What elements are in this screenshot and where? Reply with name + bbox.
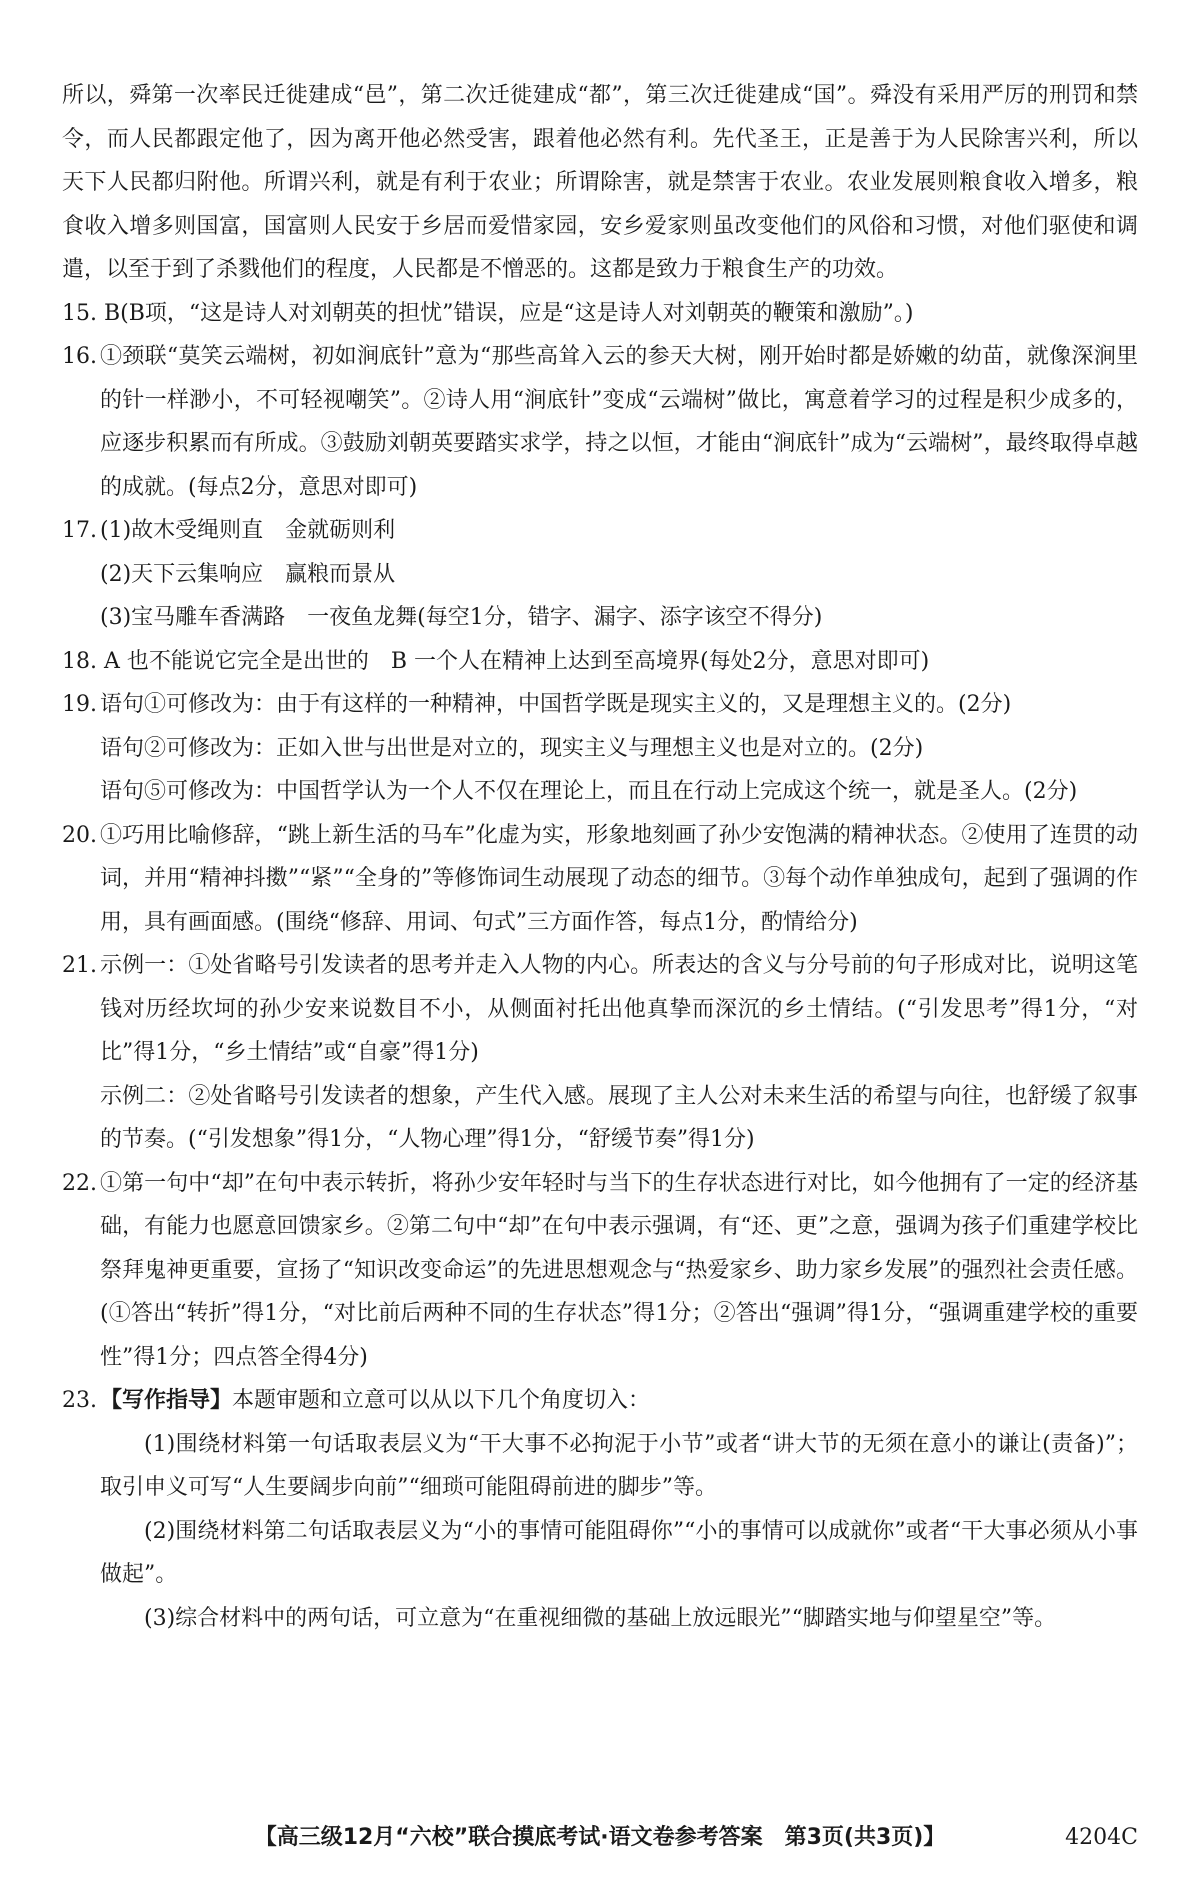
answer-23-number: 23. xyxy=(62,1388,97,1413)
answer-21-example-1: 示例一：①处省略号引发读者的思考并走入人物的内心。所表达的含义与分号前的句子形成对比，说明这笔钱对历经坎坷的孙少安来说数目不小，从侧面衬托出他真挚而深沉的乡土情结。(“引发思考”得1分，“对比”得1分，“乡土情结”或“自豪”得1分) xyxy=(100,953,1138,1065)
answer-19-sentence-5: 语句⑤可修改为：中国哲学认为一个人不仅在理论上，而且在行动上完成这个统一，就是圣人。(2分) xyxy=(100,779,1078,804)
answer-17-number: 17. xyxy=(62,518,97,543)
answer-20-text: ①巧用比喻修辞，“跳上新生活的马车”化虚为实，形象地刻画了孙少安饱满的精神状态。②使用了连贯的动词，并用“精神抖擞”“紧”“全身的”等修饰词生动展现了动态的细节。③每个动作单独成句，起到了强调的作用，具有画面感。(围绕“修辞、用词、句式”三方面作答，每点1分，酌情给分) xyxy=(100,822,1138,935)
answer-19-sentence-1: 语句①可修改为：由于有这样的一种精神，中国哲学既是现实主义的，又是理想主义的。(2分) xyxy=(100,692,1012,717)
answer-20-number: 20. xyxy=(62,822,97,848)
answer-15: 15. B(B项，“这是诗人对刘朝英的担忧”错误，应是“这是诗人对刘朝英的鞭策和激励”。) xyxy=(62,300,914,326)
answer-16-number: 16. xyxy=(62,344,97,369)
answer-22-number: 22. xyxy=(62,1170,97,1196)
footer-title: 【高三级12月“六校”联合摸底考试·语文卷参考答案 第3页(共3页)】 xyxy=(254,1825,946,1850)
answer-18: 18. A 也不能说它完全是出世的 B 一个人在精神上达到至高境界(每处2分，意思对即可) xyxy=(62,648,930,674)
answer-16-text: ①颈联“莫笑云端树，初如涧底针”意为“那些高耸入云的参天大树，刚开始时都是娇嫩的幼苗，就像深涧里的针一样渺小，不可轻视嘲笑”。②诗人用“涧底针”变成“云端树”做比，寓意着学习的过程是积少成多的，应逐步积累而有所成。③鼓励刘朝英要踏实求学，持之以恒，才能由“涧底针”成为“云端树”，最终取得卓越的成就。(每点2分，意思对即可) xyxy=(100,344,1138,500)
answer-22 xyxy=(62,1162,1138,1380)
answer-19 xyxy=(62,683,1138,727)
writing-guide-tag: 【写作指导】 xyxy=(100,1387,233,1413)
answer-23-header xyxy=(100,1379,1138,1423)
answer-17 xyxy=(62,509,1138,553)
translation-paragraph: 所以，舜第一次率民迁徙建成“邑”，第二次迁徙建成“都”，第三次迁徙建成“国”。舜没有采用严厉的刑罚和禁令，而人民都跟定他了，因为离开他必然受害，跟着他必然有利。先代圣王，正是善于为人民除害兴利，所以天下人民都归附他。所谓兴利，就是有利于农业；所谓除害，就是禁害于农业。农业发展则粮食收入增多，粮食收入增多则国富，国富则人民安于乡居而爱惜家园，安乡爱家则虽改变他们的风俗和习惯，对他们驱使和调遣，以至于到了杀戮他们的程度，人民都是不憎恶的。这都是致力于粮食生产的功效。 xyxy=(62,83,1138,282)
answer-17-item-2: (2)天下云集响应 赢粮而景从 xyxy=(100,561,396,587)
answer-content xyxy=(62,74,1138,1640)
writing-guide-intro: 本题审题和立意可以从以下几个角度切入： xyxy=(232,1388,651,1413)
writing-angle-1: (1)围绕材料第一句话取表层义为“干大事不必拘泥于小节”或者“讲大节的无须在意小的谦让(责备)”；取引申义可写“人生要阔步向前”“细琐可能阻碍前进的脚步”等。 xyxy=(100,1431,1138,1500)
answer-21 xyxy=(62,944,1138,1075)
answer-21-example-2: 示例二：②处省略号引发读者的想象，产生代入感。展现了主人公对未来生活的希望与向往，也舒缓了叙事的节奏。(“引发想象”得1分，“人物心理”得1分，“舒缓节奏”得1分) xyxy=(100,1083,1138,1152)
answer-16 xyxy=(62,335,1138,509)
answer-22-text: ①第一句中“却”在句中表示转折，将孙少安年轻时与当下的生存状态进行对比，如今他拥有了一定的经济基础，有能力也愿意回馈家乡。②第二句中“却”在句中表示强调，有“还、更”之意，强调为孩子们重建学校比祭拜鬼神更重要，宣扬了“知识改变命运”的先进思想观念与“热爱家乡、助力家乡发展”的强烈社会责任感。(①答出“转折”得1分，“对比前后两种不同的生存状态”得1分；②答出“强调”得1分，“强调重建学校的重要性”得1分；四点答全得4分) xyxy=(100,1170,1138,1370)
answer-17-item-1: (1)故木受绳则直 金就砺则利 xyxy=(100,518,396,543)
answer-23 xyxy=(62,1379,1138,1423)
writing-angle-3: (3)综合材料中的两句话，可立意为“在重视细微的基础上放远眼光”“脚踏实地与仰望星空”等。 xyxy=(144,1605,1057,1631)
writing-angle-2: (2)围绕材料第二句话取表层义为“小的事情可能阻碍你”“小的事情可以成就你”或者“干大事必须从小事做起”。 xyxy=(100,1518,1138,1587)
answer-21-number: 21. xyxy=(62,953,97,978)
answer-23-body xyxy=(62,1423,1138,1641)
answer-17-item-3: (3)宝马雕车香满路 一夜鱼龙舞(每空1分，错字、漏字、添字该空不得分) xyxy=(100,605,823,630)
page-footer xyxy=(0,1818,1200,1858)
footer-code: 4204C xyxy=(1065,1825,1138,1850)
answer-19-sentence-2: 语句②可修改为：正如入世与出世是对立的，现实主义与理想主义也是对立的。(2分) xyxy=(100,735,924,761)
answer-20 xyxy=(62,814,1138,945)
answer-19-number: 19. xyxy=(62,692,97,717)
